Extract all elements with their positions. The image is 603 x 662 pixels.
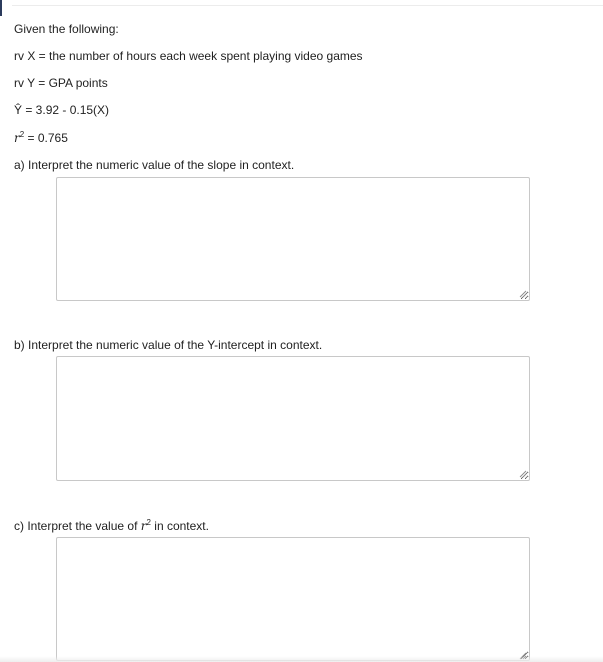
question-b-prompt: b) Interpret the numeric value of the Y-intercept in context. [14, 338, 323, 352]
intro-heading: Given the following: [14, 22, 119, 36]
answer-a-textarea[interactable] [56, 177, 530, 301]
r-exponent: 2 [146, 518, 151, 527]
top-divider [12, 5, 603, 6]
r-symbol: r [14, 131, 20, 145]
r-symbol: r [140, 519, 147, 533]
answer-b-textarea[interactable] [56, 356, 530, 481]
rv-y-definition: rv Y = GPA points [14, 76, 108, 90]
question-c-prompt-before: c) Interpret the value of [14, 519, 141, 533]
left-accent-bar [0, 0, 2, 16]
question-c-prompt [14, 519, 209, 533]
r-squared-value: = 0.765 [24, 131, 68, 145]
r-squared-value-line [14, 131, 68, 145]
rv-x-definition: rv X = the number of hours each week spent playing video games [14, 49, 363, 63]
r-exponent: 2 [19, 130, 25, 139]
bottom-edge-shadow [0, 656, 603, 662]
question-a-prompt: a) Interpret the numeric value of the slope in context. [14, 158, 295, 172]
answer-c-textarea[interactable] [56, 537, 530, 661]
question-c-prompt-after: in context. [150, 519, 209, 533]
regression-equation: Ŷ = 3.92 - 0.15(X) [14, 103, 110, 117]
